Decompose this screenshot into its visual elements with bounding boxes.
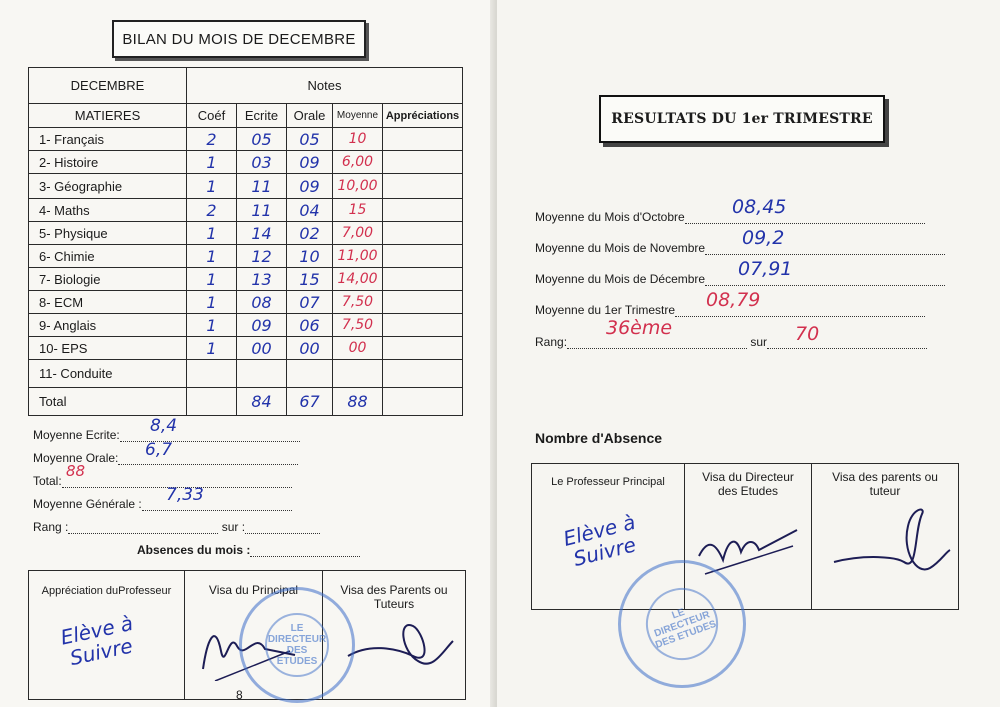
total-value: 88	[66, 462, 86, 480]
coef-value: 1	[187, 222, 237, 245]
col-appreciations: Appréciations	[383, 104, 463, 128]
right-sur-value: 70	[795, 323, 820, 345]
appreciation-cell	[383, 245, 463, 268]
appreciation-cell	[383, 151, 463, 174]
average-label: Moyenne du Mois d'Octobre	[535, 210, 685, 224]
total-ecrite: 84	[237, 388, 287, 416]
average-value: 08,79	[706, 289, 761, 311]
rang-row: Rang : sur :	[33, 520, 320, 534]
parent-signature	[343, 611, 463, 681]
appreciation-cell	[383, 268, 463, 291]
moyenne-value: 10	[333, 128, 383, 151]
orale-value: 05	[287, 128, 333, 151]
average-label: Moyenne du Mois de Novembre	[535, 241, 706, 255]
left-school-stamp	[239, 587, 355, 703]
total-appreciation	[383, 388, 463, 416]
col-coef: Coéf	[187, 104, 237, 128]
notes-header: Notes	[187, 68, 463, 104]
ecrite-value: 05	[237, 128, 287, 151]
absence-title: Nombre d'Absence	[535, 430, 663, 446]
average-value: 08,45	[732, 196, 787, 218]
col-moyenne: Moyenne	[333, 104, 383, 128]
grade-row	[29, 360, 463, 388]
professeur-principal-label: Le Professeur Principal	[551, 476, 665, 488]
appreciation-cell	[383, 337, 463, 360]
appreciation-professeur-label: Appréciation duProfesseur	[41, 585, 172, 597]
average-label: Moyenne du 1er Trimestre	[535, 303, 676, 317]
moyenne-value	[333, 360, 383, 388]
orale-value: 02	[287, 222, 333, 245]
orale-value: 10	[287, 245, 333, 268]
grade-row	[29, 314, 463, 337]
right-school-stamp	[618, 560, 746, 688]
subject-name: 6- Chimie	[29, 245, 187, 268]
appreciation-cell	[383, 314, 463, 337]
total-label: Total	[29, 388, 187, 416]
col-ecrite: Ecrite	[237, 104, 287, 128]
month-report-title: BILAN DU MOIS DE DECEMBRE	[112, 20, 366, 58]
moyenne-value: 7,50	[333, 314, 383, 337]
orale-value: 09	[287, 151, 333, 174]
orale-value: 09	[287, 174, 333, 199]
coef-value: 1	[187, 151, 237, 174]
right-rang-value: 36ème	[606, 317, 673, 339]
grade-row	[29, 291, 463, 314]
grade-row	[29, 199, 463, 222]
appreciation-cell	[383, 360, 463, 388]
moyenne-value: 15	[333, 199, 383, 222]
subject-name: 11- Conduite	[29, 360, 187, 388]
right-stamp-inner: LE DIRECTEUR DES ETUDES	[636, 578, 728, 670]
total-row: Total:	[33, 474, 292, 488]
subject-name: 5- Physique	[29, 222, 187, 245]
moyenne-ecrite-row: Moyenne Ecrite:	[33, 428, 300, 442]
absences-row: Absences du mois :	[137, 543, 360, 557]
average-value: 09,2	[742, 227, 785, 249]
coef-value	[187, 360, 237, 388]
subject-name: 4- Maths	[29, 199, 187, 222]
coef-value: 2	[187, 128, 237, 151]
average-label: Moyenne du Mois de Décembre	[535, 272, 706, 286]
coef-value: 1	[187, 245, 237, 268]
left-stamp-inner: LE DIRECTEUR DES ETUDES	[265, 613, 329, 677]
moyenne-value: 00	[333, 337, 383, 360]
appreciation-cell	[383, 128, 463, 151]
moyenne-value: 10,00	[333, 174, 383, 199]
orale-value: 06	[287, 314, 333, 337]
month-header: DECEMBRE	[29, 68, 187, 104]
matieres-header: MATIERES	[29, 104, 187, 128]
appreciation-handwriting: Elève à Suivre	[58, 610, 136, 671]
coef-value: 1	[187, 268, 237, 291]
ecrite-value: 11	[237, 199, 287, 222]
ecrite-value: 03	[237, 151, 287, 174]
moyenne-value: 11,00	[333, 245, 383, 268]
visa-parents-label: Visa des Parents ou Tuteurs	[340, 583, 448, 611]
subject-name: 9- Anglais	[29, 314, 187, 337]
visa-principal-label: Visa du Principal	[208, 583, 299, 597]
orale-value: 04	[287, 199, 333, 222]
average-line	[535, 241, 945, 255]
average-line	[535, 210, 925, 224]
right-parent-signature	[826, 502, 956, 592]
appreciation-cell	[383, 291, 463, 314]
subject-name: 2- Histoire	[29, 151, 187, 174]
grade-row	[29, 128, 463, 151]
right-appreciation-handwriting: Elève à Suivre	[560, 509, 639, 571]
moyenne-generale-row: Moyenne Générale :	[33, 497, 292, 511]
ecrite-value: 11	[237, 174, 287, 199]
appreciation-professeur-cell	[29, 571, 185, 700]
ecrite-value: 12	[237, 245, 287, 268]
coef-value: 2	[187, 199, 237, 222]
visa-directeur-label: Visa du Directeur des Etudes	[702, 470, 794, 498]
ecrite-value: 14	[237, 222, 287, 245]
grade-row	[29, 337, 463, 360]
ecrite-value: 13	[237, 268, 287, 291]
left-page	[0, 0, 497, 707]
appreciation-cell	[383, 199, 463, 222]
orale-value: 00	[287, 337, 333, 360]
subject-name: 8- ECM	[29, 291, 187, 314]
coef-value: 1	[187, 337, 237, 360]
total-coef	[187, 388, 237, 416]
printer-mark	[367, 22, 377, 52]
grade-row	[29, 174, 463, 199]
average-value: 07,91	[738, 258, 793, 280]
coef-value: 1	[187, 314, 237, 337]
orale-value: 07	[287, 291, 333, 314]
appreciation-cell	[383, 174, 463, 199]
total-orale: 67	[287, 388, 333, 416]
coef-value: 1	[187, 174, 237, 199]
subject-name: 10- EPS	[29, 337, 187, 360]
moyenne-value: 6,00	[333, 151, 383, 174]
moyenne-orale-row: Moyenne Orale:	[33, 451, 298, 465]
ecrite-value: 08	[237, 291, 287, 314]
moyenne-value: 7,00	[333, 222, 383, 245]
subject-name: 3- Géographie	[29, 174, 187, 199]
grade-row	[29, 151, 463, 174]
orale-value: 15	[287, 268, 333, 291]
col-orale: Orale	[287, 104, 333, 128]
appreciation-cell	[383, 222, 463, 245]
grades-table	[28, 67, 463, 416]
right-rang-row: Rang: sur	[535, 335, 927, 349]
moyenne-ecrite-value: 8,4	[150, 416, 178, 436]
moyenne-orale-value: 6,7	[145, 440, 173, 460]
moyenne-generale-value: 7,33	[166, 485, 204, 505]
subject-name: 7- Biologie	[29, 268, 187, 291]
grade-row	[29, 268, 463, 291]
trimester-results-title: RESULTATS DU 1er TRIMESTRE	[599, 95, 885, 143]
subject-name: 1- Français	[29, 128, 187, 151]
ecrite-value: 09	[237, 314, 287, 337]
right-signature-table	[531, 463, 959, 610]
visa-parents-right-cell	[812, 464, 959, 610]
coef-value: 1	[187, 291, 237, 314]
ecrite-value: 00	[237, 337, 287, 360]
orale-value	[287, 360, 333, 388]
visa-parents-right-label: Visa des parents ou tuteur	[832, 470, 938, 498]
grade-row	[29, 245, 463, 268]
total-moyenne: 88	[333, 388, 383, 416]
moyenne-value: 7,50	[333, 291, 383, 314]
page-number: 8	[236, 688, 243, 702]
ecrite-value	[237, 360, 287, 388]
moyenne-value: 14,00	[333, 268, 383, 291]
dotted-fill	[685, 211, 925, 224]
grade-row	[29, 222, 463, 245]
